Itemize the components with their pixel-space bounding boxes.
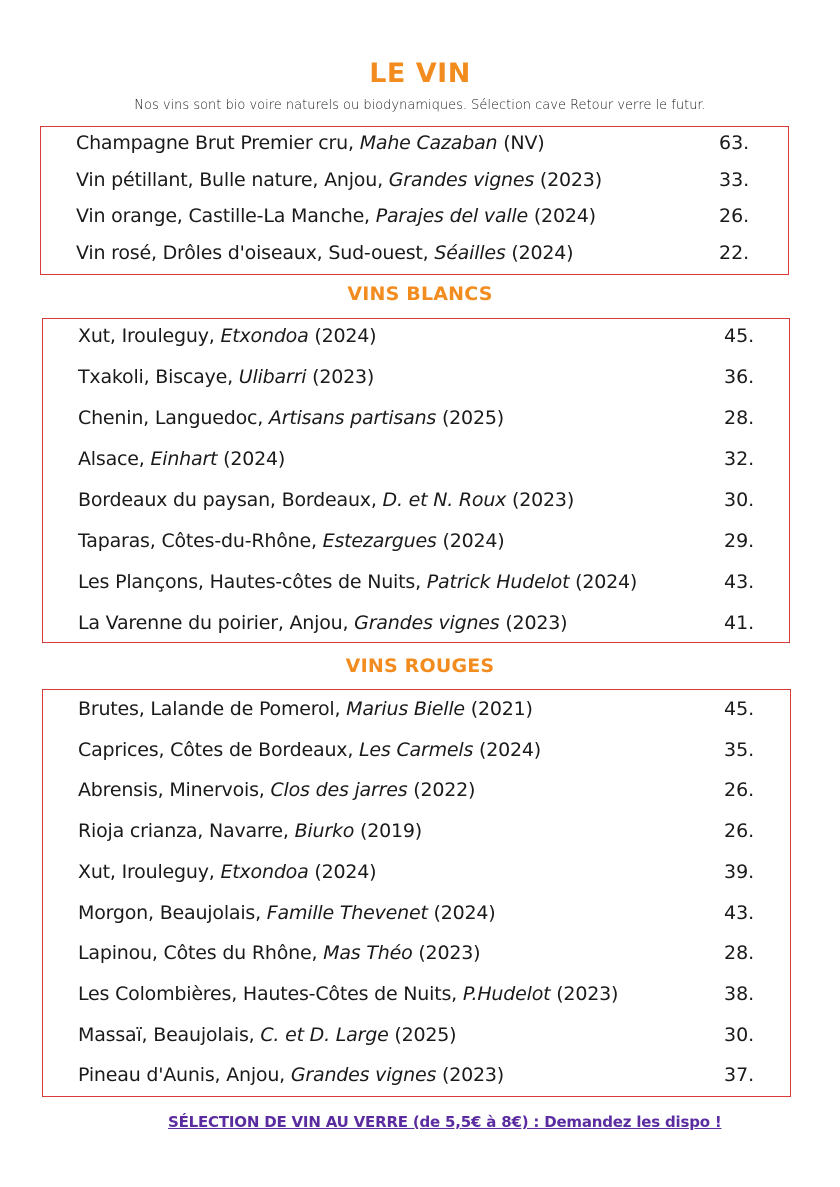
wine-producer: Grandes vignes <box>290 1064 437 1087</box>
section-title-rouges: VINS ROUGES <box>345 655 495 677</box>
wine-vintage: (2024) <box>308 860 377 883</box>
wine-vintage: (2023) <box>506 489 575 511</box>
wine-name: Champagne Brut Premier cru, <box>76 132 360 154</box>
wine-vintage: (2024) <box>427 901 496 924</box>
wine-label <box>78 942 480 964</box>
wine-producer: Biurko <box>294 820 355 843</box>
wine-name: Abrensis, Minervois, <box>78 779 271 802</box>
wine-price: 26. <box>719 205 750 227</box>
list-item <box>43 407 789 437</box>
wine-vintage: (2024) <box>528 205 596 227</box>
wine-label <box>78 983 618 1005</box>
wine-producer: Séailles <box>434 241 506 264</box>
wine-vintage: (2023) <box>412 942 481 965</box>
list-item <box>43 739 790 769</box>
wine-label <box>78 530 504 552</box>
section-title-blancs: VINS BLANCS <box>347 283 493 305</box>
wine-vintage: (2019) <box>354 820 423 843</box>
list-item <box>43 698 790 728</box>
wine-label <box>76 242 573 264</box>
wine-producer: Famille Thevenet <box>266 901 428 924</box>
wine-name: Morgon, Beaujolais, <box>78 901 267 924</box>
wine-vintage: (NV) <box>497 132 545 154</box>
wine-name: Brutes, Lalande de Pomerol, <box>78 698 347 720</box>
wine-name: Rioja crianza, Navarre, <box>78 820 295 843</box>
wine-label <box>78 1024 456 1046</box>
list-item <box>43 779 790 809</box>
wine-price: 30. <box>724 489 755 511</box>
sparkling-wine-list <box>40 126 789 275</box>
red-wine-list <box>42 689 791 1097</box>
wine-price: 35. <box>724 738 755 761</box>
wine-price: 36. <box>724 366 755 388</box>
wine-name: Vin orange, Castille-La Manche, <box>76 205 376 227</box>
wine-name: Taparas, Côtes-du-Rhône, <box>78 530 323 552</box>
wine-label <box>78 698 533 720</box>
wine-producer: P.Hudelot <box>462 982 551 1005</box>
wine-producer: Mahe Cazaban <box>359 132 498 154</box>
wine-vintage: (2025) <box>388 1023 457 1046</box>
wine-name: Lapinou, Côtes du Rhône, <box>78 942 324 965</box>
wine-price: 45. <box>724 698 755 720</box>
wine-name: La Varenne du poirier, Anjou, <box>78 612 355 634</box>
list-item <box>43 902 790 932</box>
wine-label <box>76 169 602 191</box>
wine-price: 28. <box>724 942 755 965</box>
wine-price: 26. <box>724 779 755 802</box>
wine-label <box>78 612 567 634</box>
list-item <box>41 242 788 272</box>
wine-vintage: (2023) <box>436 1064 505 1087</box>
list-item <box>41 205 788 235</box>
wine-producer: Estezargues <box>322 530 437 552</box>
wine-name: Pineau d'Aunis, Anjou, <box>78 1064 291 1087</box>
wine-name: Vin rosé, Drôles d'oiseaux, Sud-ouest, <box>76 241 435 264</box>
wine-label <box>78 489 574 511</box>
wine-producer: C. et D. Large <box>260 1023 389 1046</box>
wine-producer: Mas Théo <box>323 942 413 965</box>
wine-name: Xut, Irouleguy, <box>78 860 221 883</box>
wine-producer: Etxondoa <box>220 325 309 347</box>
wine-vintage: (2024) <box>505 241 574 264</box>
wine-label <box>78 1064 504 1086</box>
wine-label <box>78 861 376 883</box>
wine-price: 38. <box>724 982 755 1005</box>
wine-label <box>78 820 422 842</box>
wine-vintage: (2023) <box>550 982 619 1005</box>
white-wine-list <box>42 318 790 643</box>
wine-label <box>78 571 637 593</box>
wine-name: Massaï, Beaujolais, <box>78 1023 261 1046</box>
wine-vintage: (2024) <box>569 571 638 593</box>
wine-price: 41. <box>724 612 755 634</box>
wine-label <box>78 739 541 761</box>
wine-price: 28. <box>724 407 755 429</box>
list-item <box>43 448 789 478</box>
wine-producer: Clos des jarres <box>270 779 408 802</box>
list-item <box>43 1064 790 1094</box>
by-the-glass-note: SÉLECTION DE VIN AU VERRE (de 5,5€ à 8€) : Demandez les dispo ! <box>168 1113 722 1131</box>
wine-label <box>78 902 496 924</box>
wine-price: 22. <box>719 241 750 264</box>
wine-producer: Artisans partisans <box>268 407 437 429</box>
list-item <box>43 942 790 972</box>
wine-label <box>78 779 475 801</box>
wine-vintage: (2024) <box>436 530 505 552</box>
wine-name: Chenin, Languedoc, <box>78 407 269 429</box>
wine-price: 29. <box>724 530 755 552</box>
list-item <box>43 820 790 850</box>
list-item <box>43 325 789 355</box>
wine-producer: Ulibarri <box>238 366 307 388</box>
wine-price: 43. <box>724 571 755 593</box>
wine-vintage: (2024) <box>308 325 377 347</box>
list-item <box>43 366 789 396</box>
wine-label <box>78 325 376 347</box>
wine-vintage: (2023) <box>499 612 568 634</box>
wine-name: Vin pétillant, Bulle nature, Anjou, <box>76 168 389 191</box>
wine-price: 43. <box>724 901 755 924</box>
list-item <box>41 132 788 162</box>
wine-price: 30. <box>724 1023 755 1046</box>
list-item <box>43 489 789 519</box>
wine-name: Xut, Irouleguy, <box>78 325 221 347</box>
wine-producer: Grandes vignes <box>388 168 535 191</box>
wine-label <box>76 132 544 154</box>
wine-producer: D. et N. Roux <box>382 489 507 511</box>
wine-price: 37. <box>724 1064 755 1087</box>
wine-price: 33. <box>719 168 750 191</box>
list-item <box>41 169 788 199</box>
wine-label <box>76 205 596 227</box>
wine-label <box>78 407 504 429</box>
page-title: LE VIN <box>369 58 471 89</box>
wine-name: Caprices, Côtes de Bordeaux, <box>78 738 360 761</box>
wine-vintage: (2024) <box>473 738 541 761</box>
wine-price: 39. <box>724 860 755 883</box>
wine-producer: Les Carmels <box>359 738 474 761</box>
wine-vintage: (2024) <box>217 448 286 470</box>
wine-producer: Marius Bielle <box>346 698 465 720</box>
wine-label <box>78 448 285 470</box>
wine-name: Les Colombières, Hautes-Côtes de Nuits, <box>78 982 463 1005</box>
wine-vintage: (2023) <box>534 168 602 191</box>
wine-producer: Grandes vignes <box>354 612 500 634</box>
list-item <box>43 983 790 1013</box>
wine-price: 26. <box>724 820 755 843</box>
wine-name: Les Plançons, Hautes-côtes de Nuits, <box>78 571 427 593</box>
page-subtitle: Nos vins sont bio voire naturels ou biodynamiques. Sélection cave Retour verre le futur. <box>134 98 706 113</box>
wine-producer: Patrick Hudelot <box>426 571 570 593</box>
list-item <box>43 861 790 891</box>
list-item <box>43 571 789 601</box>
wine-name: Bordeaux du paysan, Bordeaux, <box>78 489 383 511</box>
wine-price: 63. <box>719 132 750 154</box>
wine-name: Alsace, <box>78 448 151 470</box>
wine-label <box>78 366 374 388</box>
list-item <box>43 1024 790 1054</box>
wine-price: 45. <box>724 325 755 347</box>
wine-vintage: (2022) <box>407 779 476 802</box>
wine-producer: Einhart <box>150 448 218 470</box>
wine-vintage: (2023) <box>306 366 375 388</box>
list-item <box>43 612 789 642</box>
wine-name: Txakoli, Biscaye, <box>78 366 239 388</box>
wine-producer: Parajes del valle <box>375 205 528 227</box>
list-item <box>43 530 789 560</box>
wine-price: 32. <box>724 448 755 470</box>
wine-producer: Etxondoa <box>220 860 309 883</box>
wine-vintage: (2021) <box>464 698 533 720</box>
wine-vintage: (2025) <box>436 407 504 429</box>
